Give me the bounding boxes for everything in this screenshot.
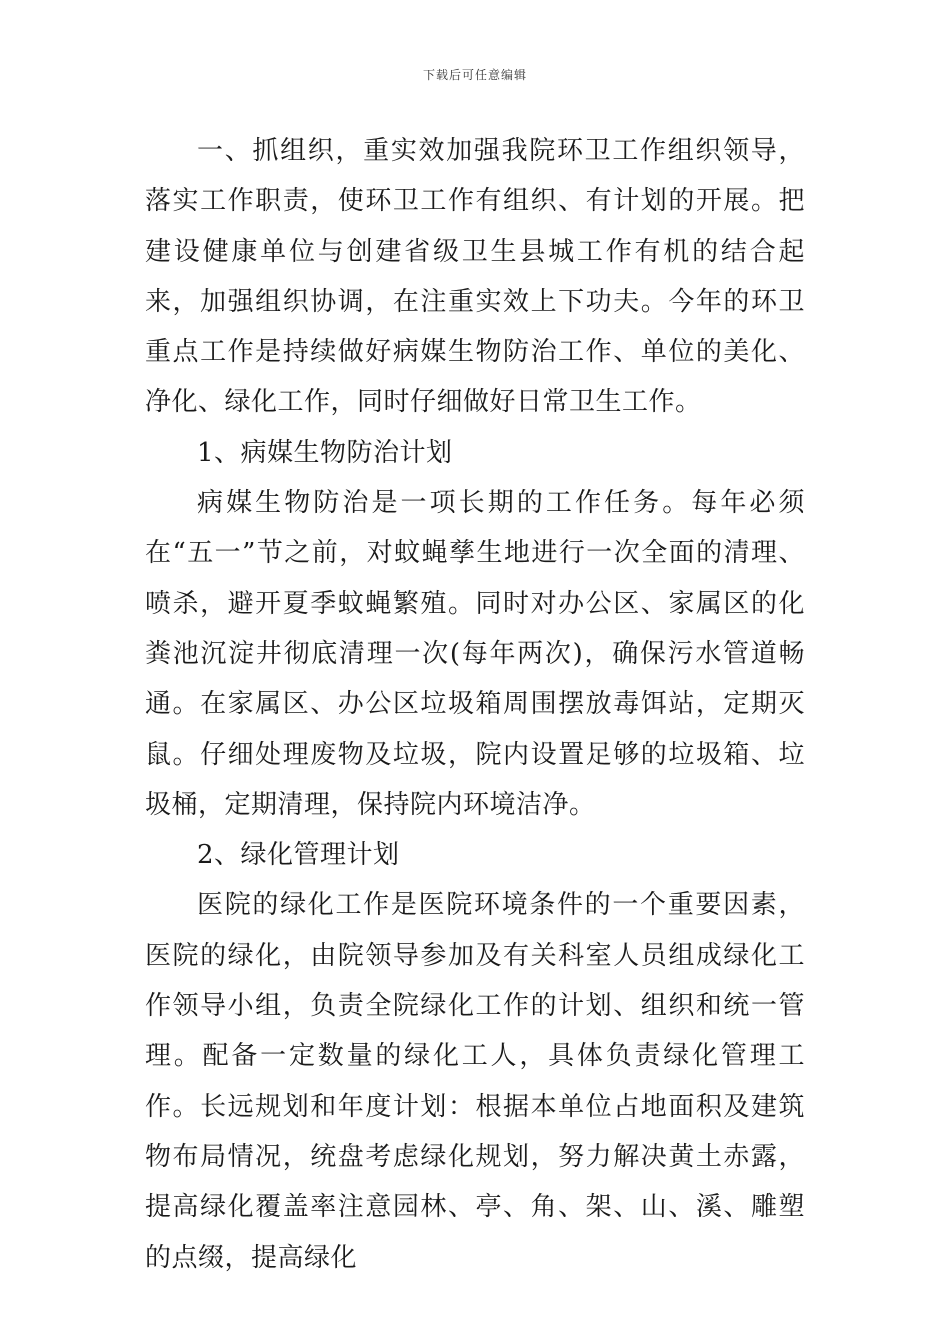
page-header-note: 下载后可任意编辑 xyxy=(422,68,527,82)
paragraph-greening: 医院的绿化工作是医院环境条件的一个重要因素，医院的绿化，由院领导参加及有关科室人员组成绿化工作领导小组，负责全院绿化工作的计划、组织和统一管理。配备一定数量的绿化工人，具体负责绿化管理工作。长远规划和年度计划：根据本单位占地面积及建筑物布局情况，统盘考虑绿化规划，努力解决黄土赤露，提高绿化覆盖率注意园林、亭、角、架、山、溪、雕塑的点缀，提高绿化 xyxy=(145,890,805,1273)
paragraph-organization: 一、抓组织，重实效加强我院环卫工作组织领导，落实工作职责，使环卫工作有组织、有计划的开展。把建设健康单位与创建省级卫生县城工作有机的结合起来，加强组织协调，在注重实效上下功夫。今年的环卫重点工作是持续做好病媒生物防治工作、单位的美化、净化、绿化工作，同时仔细做好日常卫生工作。 xyxy=(145,136,805,418)
section-heading-vector-control: 1、病媒生物防治计划 xyxy=(197,437,453,468)
paragraph-vector-control: 病媒生物防治是一项长期的工作任务。每年必须在“五一”节之前，对蚊蝇孳生地进行一次全面的清理、喷杀，避开夏季蚊蝇繁殖。同时对办公区、家属区的化粪池沉淀井彻底清理一次(每年两次)，确保污水管道畅通。在家属区、办公区垃圾箱周围摆放毒饵站，定期灭鼠。仔细处理废物及垃圾，院内设置足够的垃圾箱、垃圾桶，定期清理，保持院内环境洁净。 xyxy=(145,488,805,820)
document-body xyxy=(145,126,805,1283)
section-heading-greening: 2、绿化管理计划 xyxy=(197,840,400,871)
